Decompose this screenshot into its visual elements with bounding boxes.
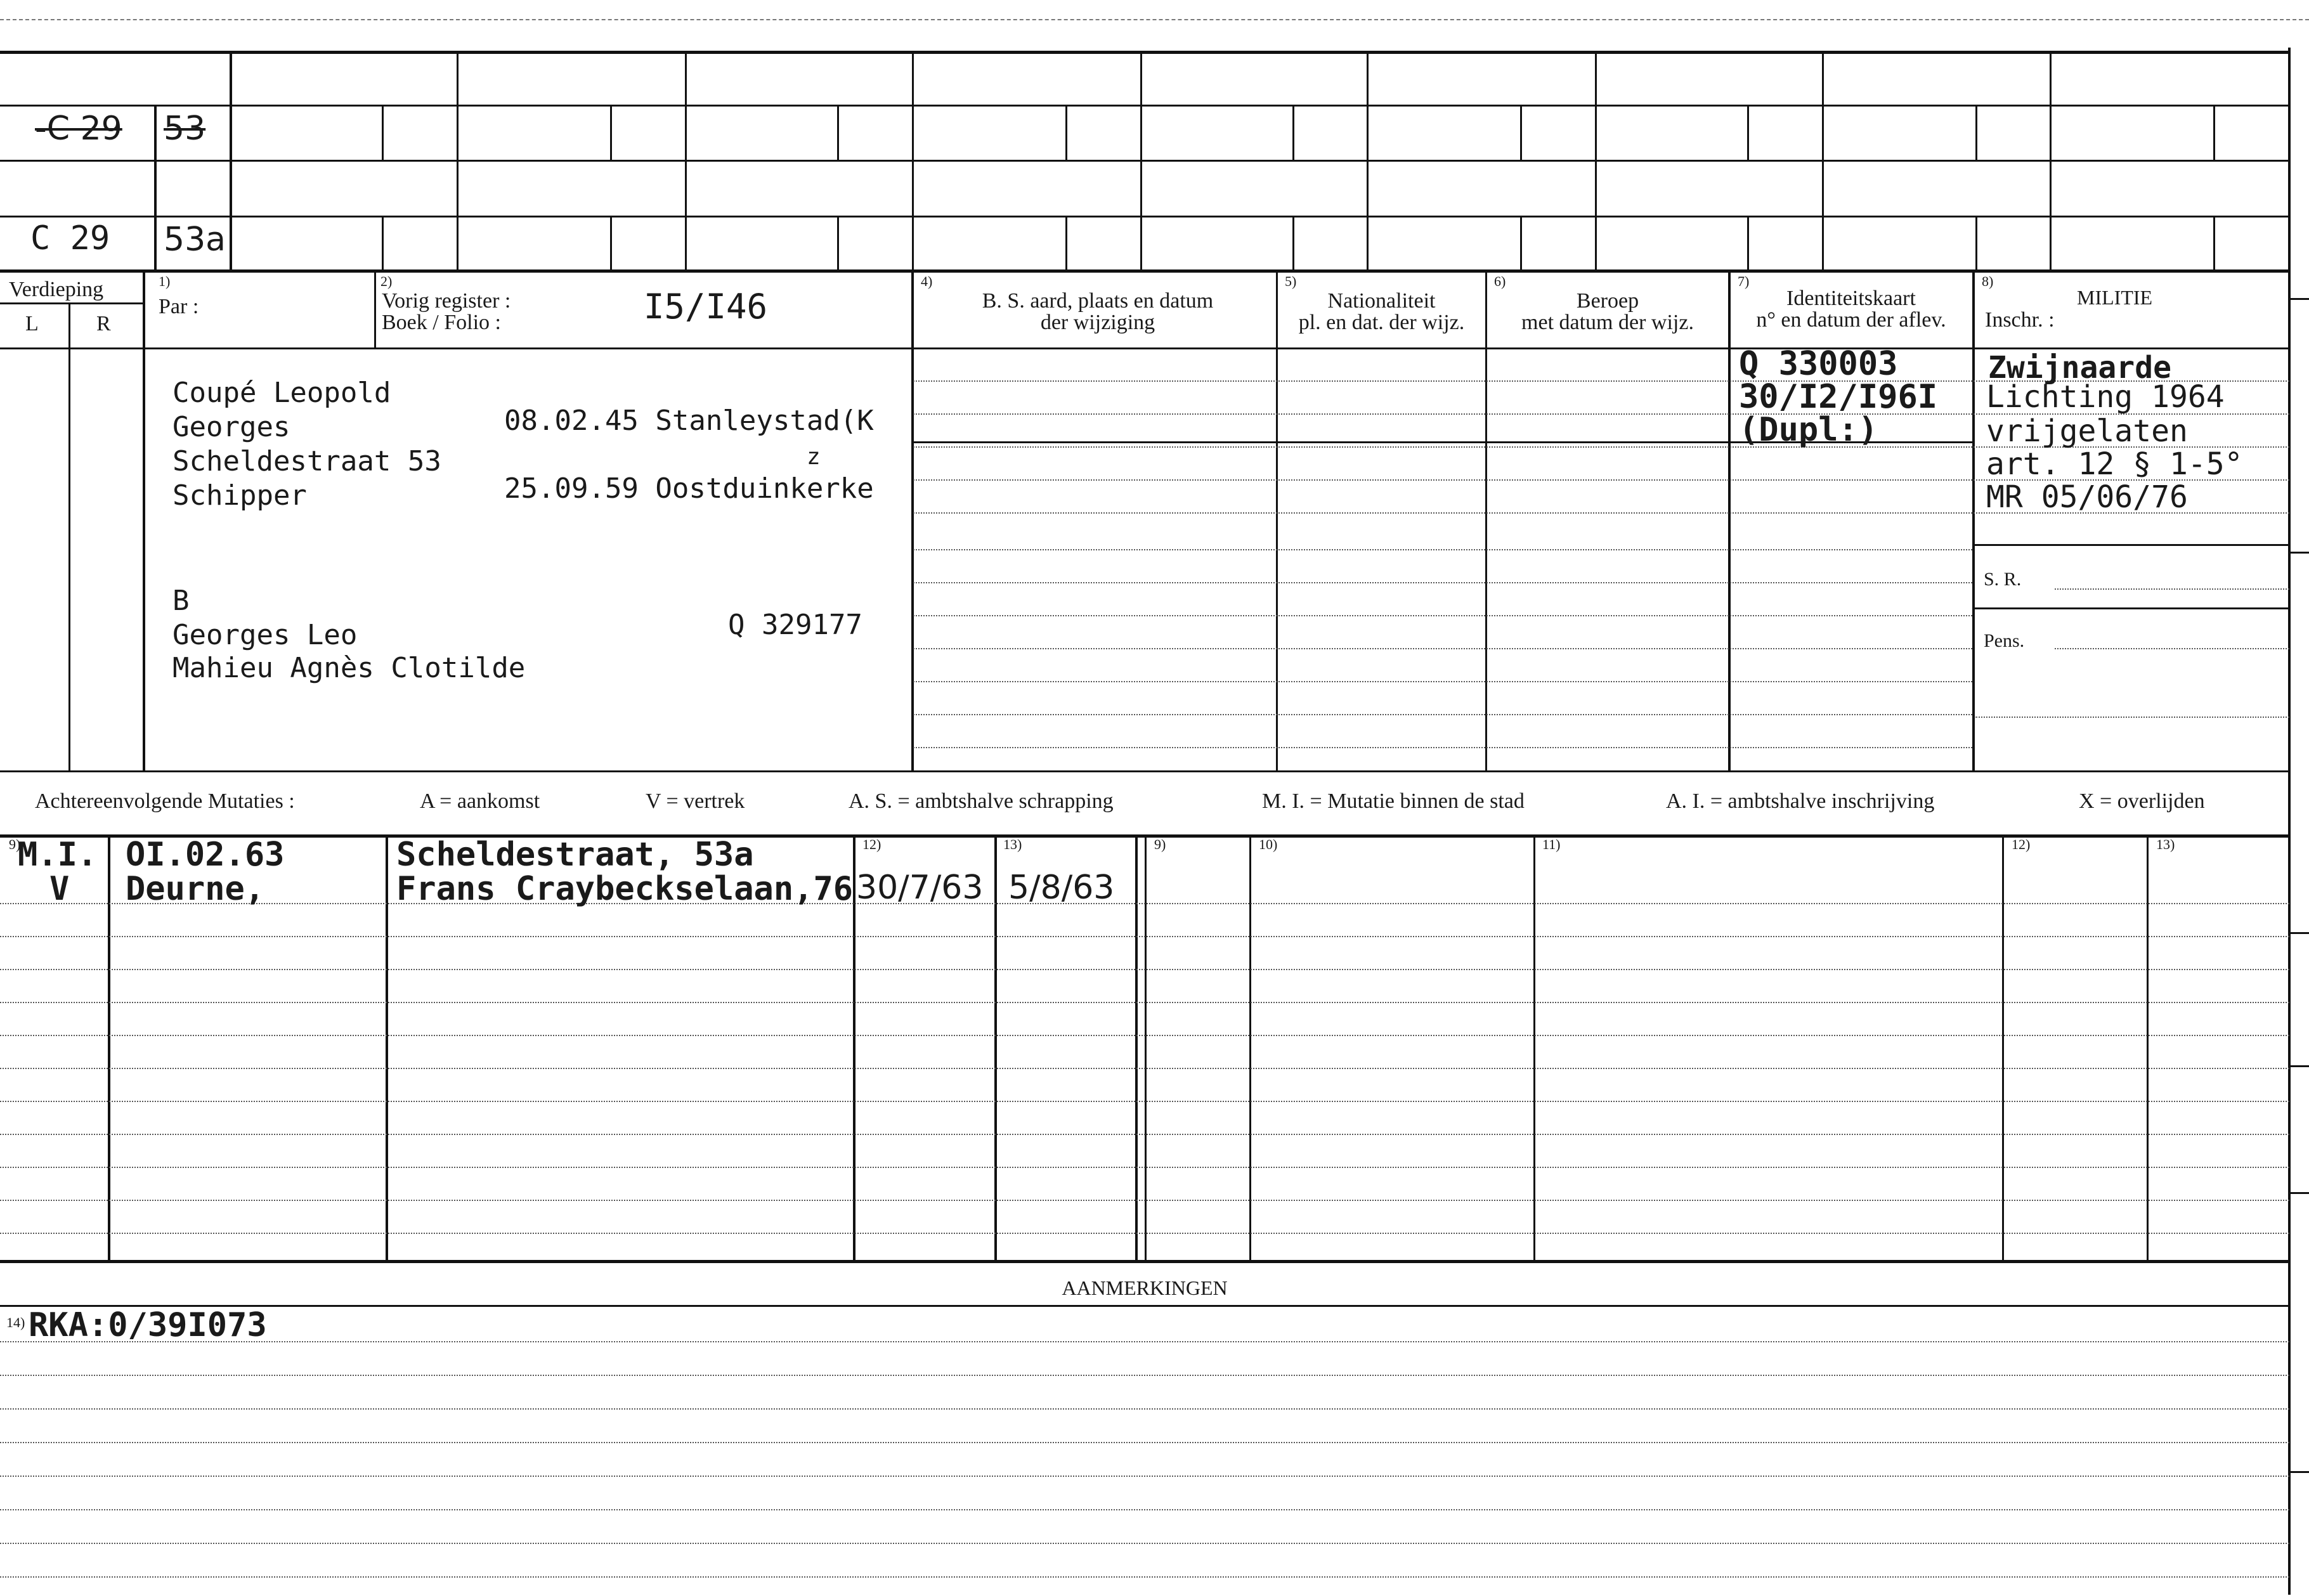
mutation-2-date2: 5/8/63 [1008,869,1115,907]
militia-article: art. 12 § 1-5° [1986,446,2243,482]
mutation-2-address: Frans Craybeckselaan,76 [396,870,854,908]
old-street-number: -C 29 [35,110,122,148]
militia-released: vrijgelaten [1986,413,2188,449]
legend-official-removal: A. S. = ambtshalve schrapping [849,789,1114,813]
remarks-title: AANMERKINGEN [1062,1276,1228,1299]
col-num-11: 11) [1542,836,1561,852]
legend-departure: V = vertrek [646,789,745,813]
person-birth-note: z [807,444,821,470]
remarks-text: RKA:0/39I073 [29,1306,267,1344]
par-number: 1) [159,273,171,289]
person-profession: Schipper [172,479,307,512]
street-number: C 29 [30,219,110,257]
profession-line2: met datum der wijz. [1521,311,1694,334]
spouse-firstnames: Georges Leo [172,619,358,651]
col-num-13b: 13) [2156,836,2175,852]
house-number: 53a [164,221,226,259]
id-card-note: (Dupl:) [1739,411,1878,449]
militia-sr-label: S. R. [1984,569,2022,590]
mutation-1-address: Scheldestraat, 53a [396,836,754,874]
nationality-line1: Nationaliteit [1327,289,1436,313]
profession-line1: Beroep [1576,289,1639,313]
nationality-number: 5) [1285,273,1297,289]
id-card-number: Q 330003 [1739,345,1898,383]
idcard-line1: Identiteitskaart [1786,287,1916,310]
person-birth: 08.02.45 Stanleystad(K [504,405,874,437]
col-num-12: 12) [862,836,881,852]
militia-number: 8) [1982,273,1994,289]
col-num-12b: 12) [2012,836,2031,852]
militia-title: MILITIE [2077,286,2153,309]
mutation-1-date: OI.02.63 [126,836,285,874]
person-surname-firstname: Coupé Leopold [172,377,391,409]
floor-right-label: R [96,312,111,335]
legend-official-registration: A. I. = ambtshalve inschrijving [1666,789,1935,813]
mutations-title: Achtereenvolgende Mutaties : [35,789,295,813]
remarks-number: 14) [6,1314,25,1330]
nationality-line2: pl. en dat. der wijz. [1298,311,1465,334]
book-folio-value: I5/I46 [644,287,768,327]
civil-status-line2: der wijziging [1040,311,1155,334]
militia-pens-label: Pens. [1984,630,2025,651]
spouse-name: Mahieu Agnès Clotilde [172,652,526,684]
prev-register-number: 2) [380,273,393,289]
militia-class: Lichting 1964 [1986,379,2225,415]
floor-label: Verdieping [9,278,104,301]
legend-internal-move: M. I. = Mutatie binnen de stad [1262,789,1525,813]
prev-register-label: Vorig register : [382,289,511,313]
militia-place: Zwijnaarde [1988,350,2171,386]
col-num-13: 13) [1003,836,1022,852]
militia-decision: MR 05/06/76 [1986,479,2188,515]
book-folio-label: Boek / Folio : [382,311,501,334]
profession-number: 6) [1494,273,1506,289]
floor-left-label: L [25,312,39,335]
mutation-2-type: V [49,870,70,908]
person-marriage: 25.09.59 Oostduinkerke [504,472,874,505]
mutation-1-type: M.I. [18,836,98,874]
person-second-name: Georges [172,411,290,443]
par-label: Par : [159,295,199,318]
old-house-number: 53 [164,110,206,148]
person-address: Scheldestraat 53 [172,445,441,477]
spouse-marker: B [172,585,190,617]
spouse-id-number: Q 329177 [728,609,862,641]
col-num-9: 9) [9,836,21,852]
col-num-10: 10) [1259,836,1278,852]
militia-inschr-label: Inschr. : [1985,308,2055,332]
idcard-number: 7) [1738,273,1750,289]
civil-status-number: 4) [921,273,933,289]
legend-arrival: A = aankomst [420,789,540,813]
idcard-line2: n° en datum der aflev. [1756,308,1946,332]
mutation-2-date1: 30/7/63 [856,869,984,907]
legend-death: X = overlijden [2079,789,2205,813]
civil-status-line1: B. S. aard, plaats en datum [982,289,1214,313]
col-num-9b: 9) [1154,836,1166,852]
mutation-2-place: Deurne, [126,870,265,908]
id-card-date: 30/I2/I96I [1739,378,1938,416]
